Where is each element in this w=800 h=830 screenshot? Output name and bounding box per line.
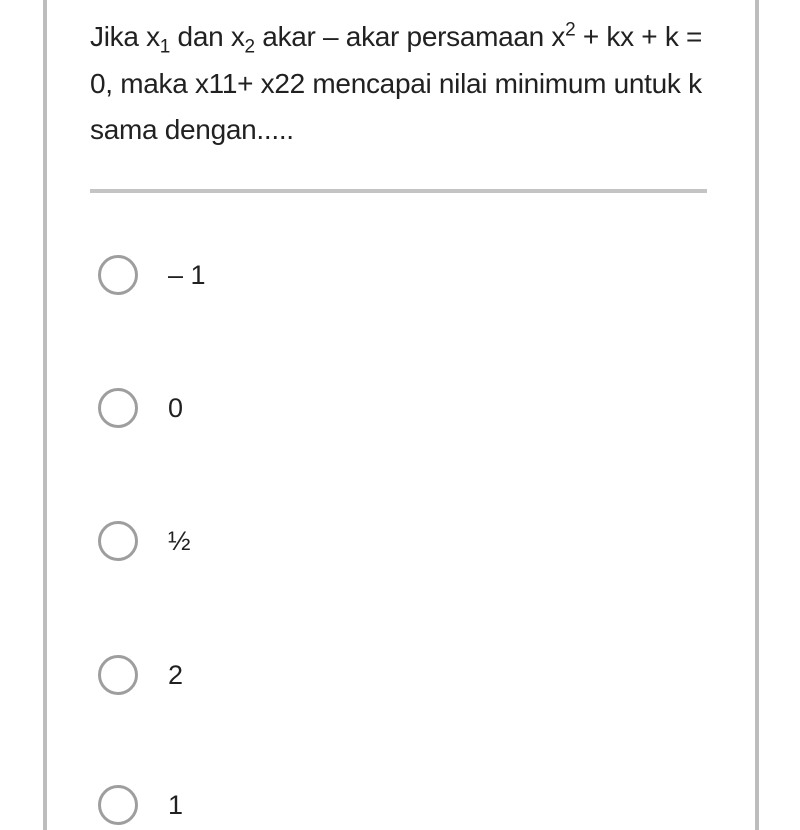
option-label: 1 bbox=[168, 789, 184, 820]
option-label: – 1 bbox=[168, 259, 206, 290]
subscript: 1 bbox=[159, 36, 171, 58]
option-half[interactable] bbox=[98, 516, 191, 566]
option-minus-1[interactable] bbox=[98, 250, 206, 300]
question-text-part: akar – akar persamaan x bbox=[254, 21, 566, 52]
radio-button[interactable] bbox=[98, 388, 138, 428]
question-text-part: Jika x bbox=[90, 21, 160, 52]
option-0[interactable] bbox=[98, 383, 183, 433]
radio-button[interactable] bbox=[98, 785, 138, 825]
option-1[interactable] bbox=[98, 780, 183, 830]
radio-button[interactable] bbox=[98, 655, 138, 695]
option-2[interactable] bbox=[98, 650, 183, 700]
subscript: 2 bbox=[244, 36, 255, 58]
radio-button[interactable] bbox=[98, 255, 138, 295]
radio-button[interactable] bbox=[98, 521, 138, 561]
question-text-part: dan x bbox=[170, 21, 245, 52]
superscript: 2 bbox=[565, 19, 576, 41]
divider bbox=[90, 189, 707, 193]
option-label: 2 bbox=[168, 659, 184, 690]
option-label: ½ bbox=[168, 525, 191, 556]
option-label: 0 bbox=[168, 392, 184, 423]
question-text-part: + kx + k = 0, maka x11+ x22 mencapai nilai minimum untuk k sama dengan..... bbox=[90, 21, 703, 145]
question-text bbox=[90, 14, 710, 154]
